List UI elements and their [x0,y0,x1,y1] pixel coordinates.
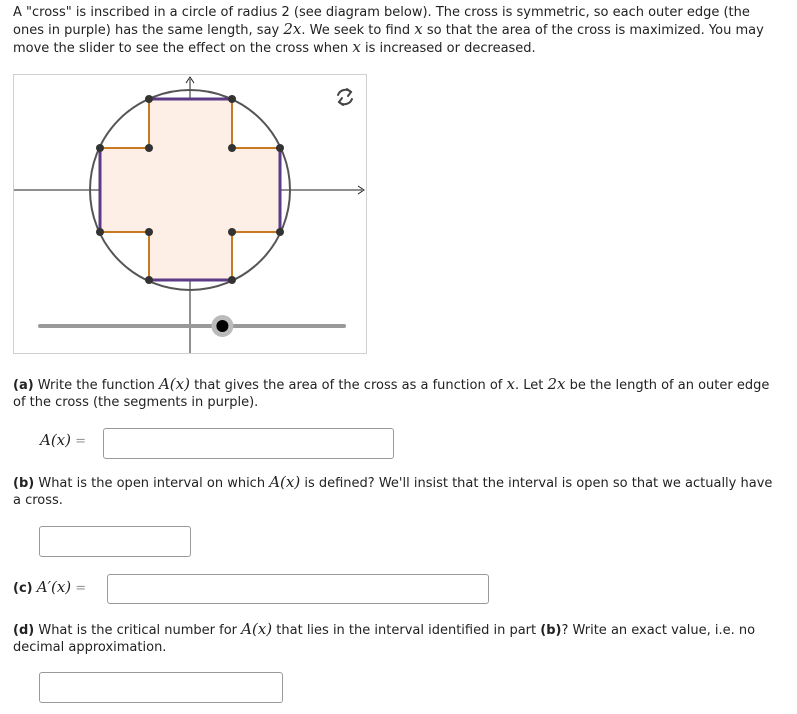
part-a-answer-input[interactable] [103,428,394,459]
vertex-point [228,228,236,236]
part-c-answer-input[interactable] [107,574,489,604]
vertex-point [228,144,236,152]
math-x: x [414,20,423,38]
reset-icon[interactable] [338,89,352,105]
cross-diagram[interactable] [13,74,367,354]
vertex-point [276,228,284,236]
part-d-answer-input[interactable] [39,672,283,703]
vertex-point [228,276,236,284]
math-x: x [352,38,361,56]
x-slider-handle[interactable] [216,320,228,332]
part-b-answer-input[interactable] [39,526,191,557]
vertex-point [276,144,284,152]
diagram-canvas[interactable] [14,75,366,353]
part-a-question: (a) Write the function A(x) that gives the area of the cross as a function of x. Let 2x be the length of an outer edge of the cross (the segments in purple). [13,375,770,410]
part-b-question: (b) What is the open interval on which A(x) is defined? We'll insist that the interval is open so that we actually have a cross. [13,473,773,508]
part-d-question: (d) What is the critical number for A(x) that lies in the interval identified in part (b)? Write an exact value, i.e. no decimal approximation. [13,620,756,655]
vertex-point [145,144,153,152]
part-c-question: (c) A′(x) = [13,578,87,596]
vertex-point [145,276,153,284]
cross-region [100,99,280,280]
vertex-point [228,95,236,103]
problem-intro: A "cross" is inscribed in a circle of radius 2 (see diagram below). The cross is symmetric, so each outer edge (the ones in purple) has the same length, say 2x. We seek to find x so that the area of the cross is maximized. You may move the slider to see the effect on the cross when x is increased or decreased. [13,5,764,56]
part-a-lhs: A(x) = [40,431,87,449]
math-2x: 2x [283,20,302,38]
vertex-point [145,228,153,236]
vertex-point [96,228,104,236]
vertex-point [96,144,104,152]
vertex-point [145,95,153,103]
